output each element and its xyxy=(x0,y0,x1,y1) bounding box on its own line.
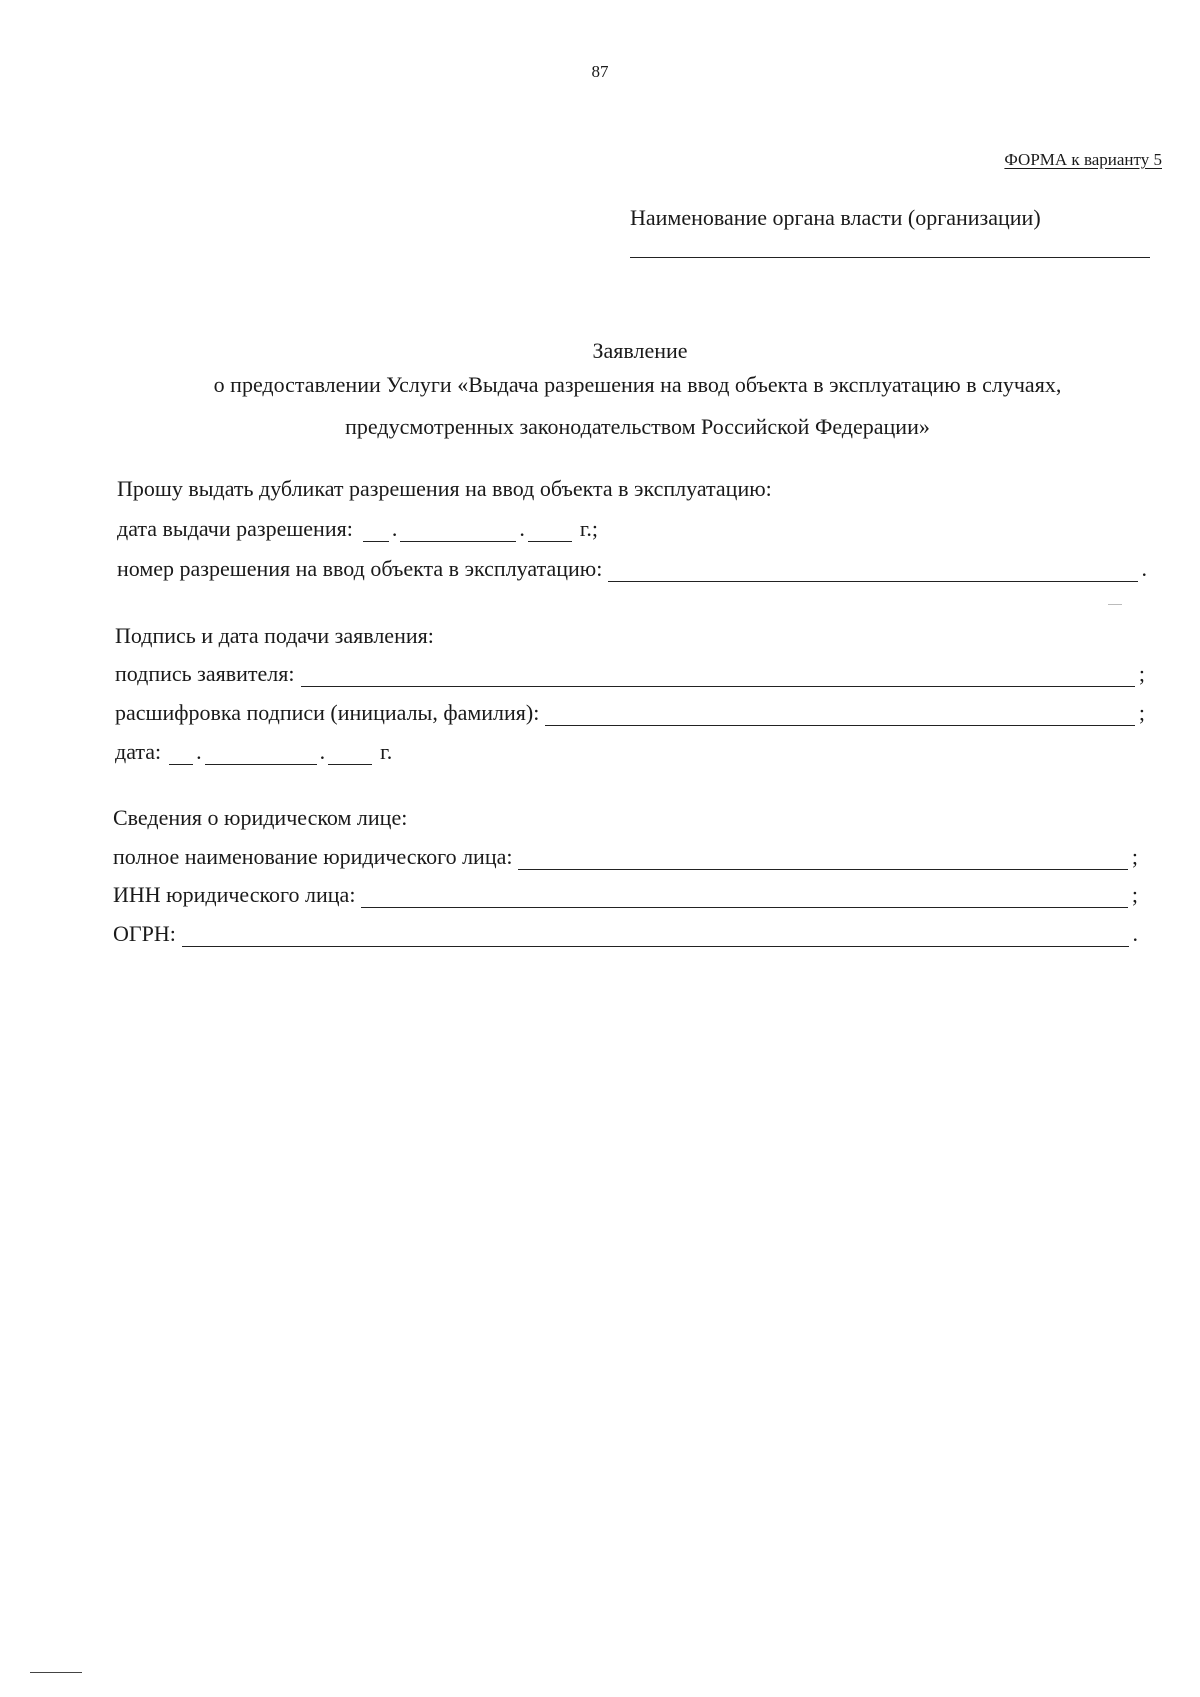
signature-decoding-field[interactable] xyxy=(545,703,1135,726)
signature-row: подпись заявителя: ; xyxy=(115,661,1145,686)
submission-date-day-field[interactable] xyxy=(169,742,193,765)
authority-blank-line[interactable] xyxy=(630,257,1150,258)
submission-date-month-field[interactable] xyxy=(205,742,317,765)
scan-edge-mark xyxy=(30,1672,82,1673)
issue-date-year-field[interactable] xyxy=(528,519,572,542)
legal-entity-name-row: полное наименование юридического лица: ; xyxy=(113,844,1138,869)
issue-date-row: дата выдачи разрешения: . . г.; xyxy=(117,516,598,541)
issue-date-month-field[interactable] xyxy=(400,519,516,542)
signature-heading: Подпись и дата подачи заявления: xyxy=(115,623,434,648)
document-subtitle-line1: о предоставлении Услуги «Выдача разрешения на ввод объекта в эксплуатацию в случаях, xyxy=(213,372,1062,397)
document-title: Заявление xyxy=(592,338,688,363)
scan-dust xyxy=(1108,604,1122,605)
authority-label: Наименование органа власти (организации) xyxy=(630,205,1041,230)
submission-date-year-field[interactable] xyxy=(328,742,372,765)
ogrn-row: ОГРН: . xyxy=(113,921,1138,946)
ogrn-field[interactable] xyxy=(182,924,1129,947)
submission-date-row: дата: . . г. xyxy=(115,739,393,764)
permit-number-field[interactable] xyxy=(608,559,1137,582)
inn-row: ИНН юридического лица: ; xyxy=(113,882,1138,907)
legal-entity-name-field[interactable] xyxy=(518,847,1127,870)
request-intro: Прошу выдать дубликат разрешения на ввод объекта в эксплуатацию: xyxy=(117,476,772,501)
form-reference: ФОРМА к варианту 5 xyxy=(1004,150,1162,169)
inn-field[interactable] xyxy=(361,885,1127,908)
permit-number-row: номер разрешения на ввод объекта в эксплуатацию: . xyxy=(117,556,1147,581)
page-number: 87 xyxy=(591,62,609,81)
document-subtitle-line2: предусмотренных законодательством Российской Федерации» xyxy=(345,414,930,439)
signature-field[interactable] xyxy=(301,664,1135,687)
signature-decoding-row: расшифровка подписи (инициалы, фамилия): ; xyxy=(115,700,1145,725)
issue-date-day-field[interactable] xyxy=(363,519,389,542)
legal-entity-heading: Сведения о юридическом лице: xyxy=(113,805,408,830)
